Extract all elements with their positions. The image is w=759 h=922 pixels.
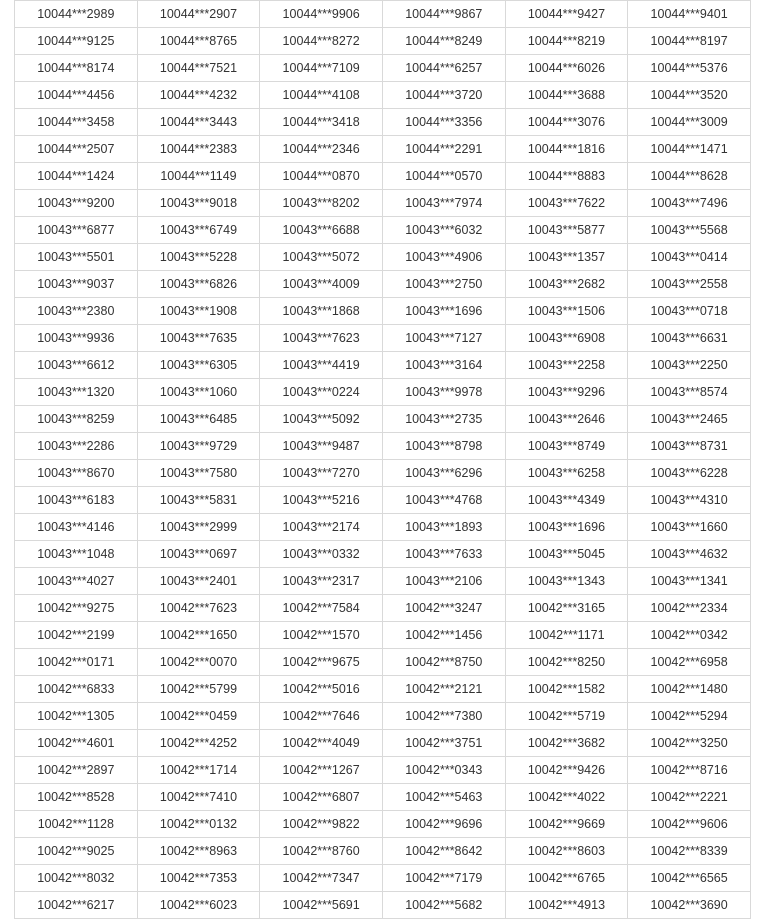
table-cell: 10044***9427 (505, 1, 628, 28)
table-cell: 10044***2383 (137, 136, 260, 163)
table-cell: 10042***2897 (15, 757, 138, 784)
table-cell: 10043***0718 (628, 298, 751, 325)
table-cell: 10042***2199 (15, 622, 138, 649)
table-cell: 10043***6826 (137, 271, 260, 298)
table-cell: 10043***0332 (260, 541, 383, 568)
table-cell: 10043***6228 (628, 460, 751, 487)
table-cell: 10043***9936 (15, 325, 138, 352)
table-cell: 10043***3164 (382, 352, 505, 379)
table-cell: 10042***8250 (505, 649, 628, 676)
table-cell: 10043***2286 (15, 433, 138, 460)
table-row (15, 136, 751, 163)
table-cell: 10042***5463 (382, 784, 505, 811)
table-cell: 10043***5228 (137, 244, 260, 271)
table-row (15, 28, 751, 55)
table-cell: 10044***1816 (505, 136, 628, 163)
table-cell: 10042***6765 (505, 865, 628, 892)
table-cell: 10044***5376 (628, 55, 751, 82)
table-row (15, 298, 751, 325)
table-cell: 10042***8032 (15, 865, 138, 892)
table-cell: 10042***7623 (137, 595, 260, 622)
table-cell: 10043***6183 (15, 487, 138, 514)
table-cell: 10042***7380 (382, 703, 505, 730)
table-row (15, 676, 751, 703)
table-row (15, 649, 751, 676)
table-cell: 10043***1060 (137, 379, 260, 406)
table-cell: 10043***6485 (137, 406, 260, 433)
table-cell: 10042***4601 (15, 730, 138, 757)
table-cell: 10043***0697 (137, 541, 260, 568)
table-row (15, 595, 751, 622)
table-cell: 10043***6305 (137, 352, 260, 379)
table-cell: 10042***2334 (628, 595, 751, 622)
table-cell: 10042***7584 (260, 595, 383, 622)
table-cell: 10042***3751 (382, 730, 505, 757)
table-cell: 10043***5831 (137, 487, 260, 514)
table-row (15, 109, 751, 136)
table-cell: 10044***2346 (260, 136, 383, 163)
table-cell: 10042***9696 (382, 811, 505, 838)
table-row (15, 703, 751, 730)
table-cell: 10043***4632 (628, 541, 751, 568)
table-cell: 10043***2465 (628, 406, 751, 433)
table-cell: 10043***1908 (137, 298, 260, 325)
table-cell: 10043***5568 (628, 217, 751, 244)
table-row (15, 757, 751, 784)
table-row (15, 379, 751, 406)
table-cell: 10042***6023 (137, 892, 260, 919)
table-cell: 10043***8731 (628, 433, 751, 460)
table-cell: 10042***5016 (260, 676, 383, 703)
table-cell: 10043***4027 (15, 568, 138, 595)
table-cell: 10044***8219 (505, 28, 628, 55)
table-cell: 10043***7622 (505, 190, 628, 217)
table-cell: 10042***3247 (382, 595, 505, 622)
table-cell: 10043***2682 (505, 271, 628, 298)
table-cell: 10042***1570 (260, 622, 383, 649)
table-cell: 10043***6877 (15, 217, 138, 244)
table-row (15, 892, 751, 919)
table-cell: 10042***3690 (628, 892, 751, 919)
table-cell: 10042***3165 (505, 595, 628, 622)
table-cell: 10044***3356 (382, 109, 505, 136)
table-cell: 10043***8574 (628, 379, 751, 406)
table-cell: 10043***6908 (505, 325, 628, 352)
table-row (15, 217, 751, 244)
table-cell: 10044***6026 (505, 55, 628, 82)
table-cell: 10042***9426 (505, 757, 628, 784)
table-cell: 10043***5072 (260, 244, 383, 271)
table-cell: 10043***5501 (15, 244, 138, 271)
table-cell: 10042***5799 (137, 676, 260, 703)
table-cell: 10044***3418 (260, 109, 383, 136)
table-cell: 10042***9025 (15, 838, 138, 865)
table-cell: 10042***9275 (15, 595, 138, 622)
table-row (15, 55, 751, 82)
table-cell: 10043***1696 (505, 514, 628, 541)
table-cell: 10044***4232 (137, 82, 260, 109)
table-cell: 10044***8883 (505, 163, 628, 190)
table-cell: 10043***9018 (137, 190, 260, 217)
table-cell: 10044***4456 (15, 82, 138, 109)
table-cell: 10044***2291 (382, 136, 505, 163)
table-cell: 10044***7521 (137, 55, 260, 82)
table-cell: 10043***9037 (15, 271, 138, 298)
table-cell: 10043***2558 (628, 271, 751, 298)
table-cell: 10042***4913 (505, 892, 628, 919)
table-cell: 10042***2121 (382, 676, 505, 703)
table-cell: 10042***0459 (137, 703, 260, 730)
table-cell: 10043***6612 (15, 352, 138, 379)
table-cell: 10043***1506 (505, 298, 628, 325)
table-cell: 10042***1305 (15, 703, 138, 730)
table-cell: 10043***2258 (505, 352, 628, 379)
table-cell: 10042***1582 (505, 676, 628, 703)
table-cell: 10043***9487 (260, 433, 383, 460)
table-cell: 10043***0414 (628, 244, 751, 271)
table-cell: 10043***2735 (382, 406, 505, 433)
table-row (15, 406, 751, 433)
table-cell: 10043***4419 (260, 352, 383, 379)
table-row (15, 433, 751, 460)
table-cell: 10043***2750 (382, 271, 505, 298)
table-cell: 10043***1343 (505, 568, 628, 595)
table-cell: 10042***7179 (382, 865, 505, 892)
table-cell: 10042***5691 (260, 892, 383, 919)
table-cell: 10042***5719 (505, 703, 628, 730)
table-cell: 10044***2507 (15, 136, 138, 163)
table-cell: 10042***8339 (628, 838, 751, 865)
table-cell: 10043***9729 (137, 433, 260, 460)
table-cell: 10043***1893 (382, 514, 505, 541)
table-cell: 10044***8272 (260, 28, 383, 55)
table-cell: 10044***3520 (628, 82, 751, 109)
table-cell: 10042***0070 (137, 649, 260, 676)
table-cell: 10043***1341 (628, 568, 751, 595)
table-row (15, 811, 751, 838)
table-row (15, 730, 751, 757)
table-cell: 10043***9200 (15, 190, 138, 217)
table-row (15, 541, 751, 568)
table-cell: 10042***1128 (15, 811, 138, 838)
table-cell: 10043***7127 (382, 325, 505, 352)
table-cell: 10043***2999 (137, 514, 260, 541)
table-cell: 10043***1048 (15, 541, 138, 568)
table-cell: 10044***1149 (137, 163, 260, 190)
table-row (15, 838, 751, 865)
table-cell: 10044***9401 (628, 1, 751, 28)
table-cell: 10043***7580 (137, 460, 260, 487)
table-cell: 10042***1650 (137, 622, 260, 649)
id-table-body (15, 1, 751, 919)
table-cell: 10042***8603 (505, 838, 628, 865)
table-cell: 10042***5294 (628, 703, 751, 730)
table-cell: 10042***1171 (505, 622, 628, 649)
table-cell: 10042***9669 (505, 811, 628, 838)
table-cell: 10044***3720 (382, 82, 505, 109)
table-row (15, 271, 751, 298)
table-cell: 10042***8716 (628, 757, 751, 784)
table-row (15, 514, 751, 541)
table-cell: 10044***8765 (137, 28, 260, 55)
table-cell: 10043***6631 (628, 325, 751, 352)
table-cell: 10044***2907 (137, 1, 260, 28)
table-cell: 10043***1660 (628, 514, 751, 541)
table-cell: 10043***2250 (628, 352, 751, 379)
table-cell: 10043***8202 (260, 190, 383, 217)
table-cell: 10042***0132 (137, 811, 260, 838)
table-cell: 10042***9606 (628, 811, 751, 838)
table-cell: 10042***6958 (628, 649, 751, 676)
table-row (15, 190, 751, 217)
table-cell: 10043***5216 (260, 487, 383, 514)
table-cell: 10043***7635 (137, 325, 260, 352)
table-cell: 10042***4252 (137, 730, 260, 757)
table-row (15, 1, 751, 28)
table-cell: 10044***4108 (260, 82, 383, 109)
table-cell: 10042***6565 (628, 865, 751, 892)
table-cell: 10042***1456 (382, 622, 505, 649)
table-cell: 10043***1320 (15, 379, 138, 406)
table-cell: 10043***2317 (260, 568, 383, 595)
table-cell: 10043***6749 (137, 217, 260, 244)
table-cell: 10042***1480 (628, 676, 751, 703)
table-cell: 10042***8963 (137, 838, 260, 865)
table-row (15, 163, 751, 190)
table-cell: 10043***8670 (15, 460, 138, 487)
table-cell: 10044***8628 (628, 163, 751, 190)
table-row (15, 460, 751, 487)
table-cell: 10044***8174 (15, 55, 138, 82)
table-cell: 10042***0342 (628, 622, 751, 649)
table-cell: 10042***6807 (260, 784, 383, 811)
table-cell: 10043***1868 (260, 298, 383, 325)
table-row (15, 622, 751, 649)
table-cell: 10043***4349 (505, 487, 628, 514)
table-cell: 10044***3009 (628, 109, 751, 136)
table-cell: 10042***9822 (260, 811, 383, 838)
table-cell: 10043***5877 (505, 217, 628, 244)
table-cell: 10043***2106 (382, 568, 505, 595)
table-cell: 10043***5092 (260, 406, 383, 433)
table-cell: 10042***8642 (382, 838, 505, 865)
table-cell: 10044***3076 (505, 109, 628, 136)
table-cell: 10043***7623 (260, 325, 383, 352)
table-row (15, 325, 751, 352)
table-cell: 10044***7109 (260, 55, 383, 82)
table-row (15, 487, 751, 514)
table-cell: 10044***3443 (137, 109, 260, 136)
table-cell: 10043***9978 (382, 379, 505, 406)
table-cell: 10043***4768 (382, 487, 505, 514)
table-cell: 10042***1267 (260, 757, 383, 784)
table-cell: 10044***6257 (382, 55, 505, 82)
table-cell: 10042***6217 (15, 892, 138, 919)
table-cell: 10042***9675 (260, 649, 383, 676)
table-cell: 10044***3688 (505, 82, 628, 109)
table-cell: 10043***8749 (505, 433, 628, 460)
table-row (15, 784, 751, 811)
table-cell: 10043***7270 (260, 460, 383, 487)
table-cell: 10043***0224 (260, 379, 383, 406)
table-cell: 10044***8197 (628, 28, 751, 55)
table-cell: 10042***0171 (15, 649, 138, 676)
table-cell: 10043***6688 (260, 217, 383, 244)
table-cell: 10043***7974 (382, 190, 505, 217)
table-cell: 10042***6833 (15, 676, 138, 703)
table-cell: 10042***4022 (505, 784, 628, 811)
id-table (14, 0, 751, 919)
table-cell: 10043***5045 (505, 541, 628, 568)
table-cell: 10042***7353 (137, 865, 260, 892)
table-cell: 10043***9296 (505, 379, 628, 406)
table-cell: 10042***1714 (137, 757, 260, 784)
table-cell: 10042***7347 (260, 865, 383, 892)
table-cell: 10043***6032 (382, 217, 505, 244)
table-cell: 10042***2221 (628, 784, 751, 811)
table-cell: 10042***8750 (382, 649, 505, 676)
table-cell: 10044***3458 (15, 109, 138, 136)
table-cell: 10043***8259 (15, 406, 138, 433)
table-row (15, 352, 751, 379)
table-cell: 10044***0570 (382, 163, 505, 190)
table-cell: 10043***4906 (382, 244, 505, 271)
table-cell: 10043***4009 (260, 271, 383, 298)
table-row (15, 865, 751, 892)
table-cell: 10042***7646 (260, 703, 383, 730)
table-cell: 10043***2174 (260, 514, 383, 541)
table-cell: 10044***1424 (15, 163, 138, 190)
table-cell: 10042***3250 (628, 730, 751, 757)
table-cell: 10044***9867 (382, 1, 505, 28)
table-cell: 10042***5682 (382, 892, 505, 919)
table-cell: 10042***8528 (15, 784, 138, 811)
table-cell: 10043***2646 (505, 406, 628, 433)
table-row (15, 244, 751, 271)
table-cell: 10043***7633 (382, 541, 505, 568)
table-cell: 10042***7410 (137, 784, 260, 811)
table-cell: 10042***8760 (260, 838, 383, 865)
table-cell: 10043***6296 (382, 460, 505, 487)
table-cell: 10042***3682 (505, 730, 628, 757)
table-cell: 10043***2401 (137, 568, 260, 595)
table-cell: 10043***2380 (15, 298, 138, 325)
table-cell: 10042***4049 (260, 730, 383, 757)
table-cell: 10044***9125 (15, 28, 138, 55)
table-row (15, 82, 751, 109)
table-row (15, 568, 751, 595)
table-cell: 10044***0870 (260, 163, 383, 190)
table-cell: 10042***0343 (382, 757, 505, 784)
id-table-container (14, 0, 751, 919)
table-cell: 10043***1696 (382, 298, 505, 325)
table-cell: 10043***1357 (505, 244, 628, 271)
table-cell: 10044***8249 (382, 28, 505, 55)
table-cell: 10044***9906 (260, 1, 383, 28)
table-cell: 10043***8798 (382, 433, 505, 460)
table-cell: 10043***4146 (15, 514, 138, 541)
table-cell: 10043***7496 (628, 190, 751, 217)
table-cell: 10044***1471 (628, 136, 751, 163)
table-cell: 10043***4310 (628, 487, 751, 514)
table-cell: 10043***6258 (505, 460, 628, 487)
table-cell: 10044***2989 (15, 1, 138, 28)
